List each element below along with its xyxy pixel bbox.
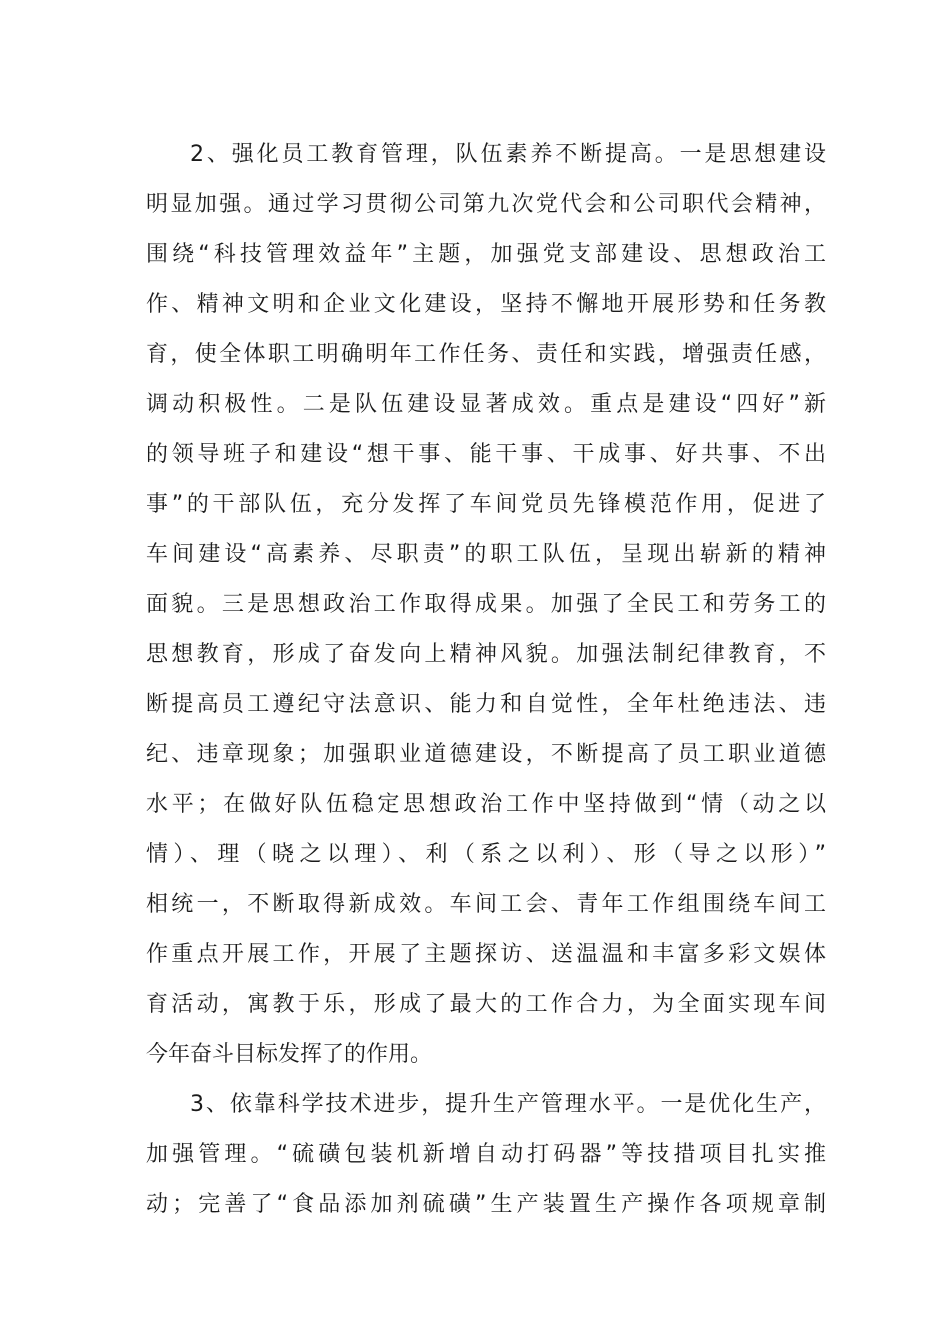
paragraph-2-line: 断提高员工遵纪守法意识、能力和自觉性，全年杜绝违法、违: [146, 692, 826, 717]
paragraph-2-line: 水平；在做好队伍稳定思想政治工作中坚持做到“情（动之以: [146, 792, 826, 817]
paragraph-2-line: 明显加强。通过学习贯彻公司第九次党代会和公司职代会精神，: [146, 192, 826, 217]
document-body: [146, 130, 826, 1230]
paragraph-2-line: 作、精神文明和企业文化建设，坚持不懈地开展形势和任务教: [146, 292, 826, 317]
paragraph-2-line: 情）、理（晓之以理）、利（系之以利）、形（导之以形）”: [146, 842, 826, 867]
paragraph-2-line: 育，使全体职工明确明年工作任务、责任和实践，增强责任感，: [146, 342, 826, 367]
paragraph-2-line: 育活动，寓教于乐，形成了最大的工作合力，为全面实现车间: [146, 992, 826, 1017]
paragraph-3-line: 加强管理。“硫磺包装机新增自动打码器”等技措项目扎实推: [146, 1142, 826, 1167]
paragraph-2-line: 作重点开展工作，开展了主题探访、送温温和丰富多彩文娱体: [146, 942, 826, 967]
paragraph-2-line: 纪、违章现象；加强职业道德建设，不断提高了员工职业道德: [146, 742, 826, 767]
paragraph-2-line: 面貌。三是思想政治工作取得成果。加强了全民工和劳务工的: [146, 592, 826, 617]
paragraph-2-line: 车间建设“高素养、尽职责”的职工队伍，呈现出崭新的精神: [146, 542, 826, 567]
paragraph-2-line: 事”的干部队伍，充分发挥了车间党员先锋模范作用，促进了: [146, 492, 826, 517]
paragraph-2-line: 调动积极性。二是队伍建设显著成效。重点是建设“四好”新: [146, 392, 826, 417]
paragraph-2-line: 的领导班子和建设“想干事、能干事、干成事、好共事、不出: [146, 442, 826, 467]
paragraph-2-line: 围绕“科技管理效益年”主题，加强党支部建设、思想政治工: [146, 242, 826, 267]
paragraph-2-line: 今年奋斗目标发挥了的作用。: [146, 1042, 433, 1067]
paragraph-2-line: 2、强化员工教育管理，队伍素养不断提高。一是思想建设: [190, 142, 826, 167]
paragraph-3-line: 3、依靠科学技术进步，提升生产管理水平。一是优化生产，: [190, 1092, 826, 1117]
paragraph-3-line: 动；完善了“食品添加剂硫磺”生产装置生产操作各项规章制: [146, 1192, 826, 1217]
paragraph-2-line: 相统一，不断取得新成效。车间工会、青年工作组围绕车间工: [146, 892, 826, 917]
paragraph-2-line: 思想教育，形成了奋发向上精神风貌。加强法制纪律教育，不: [146, 642, 826, 667]
